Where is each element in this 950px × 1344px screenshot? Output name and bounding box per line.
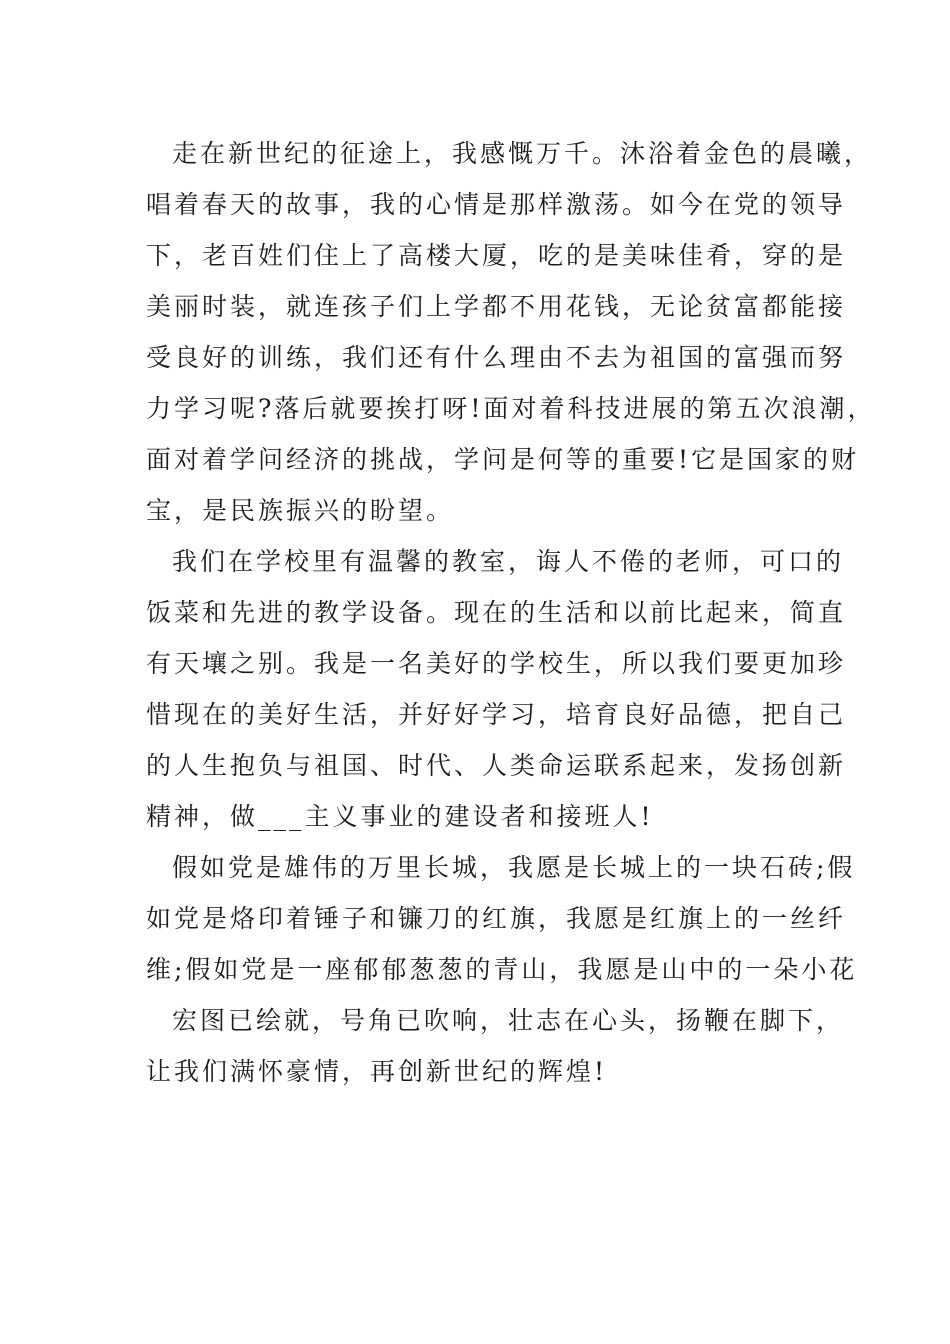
text-line: 精神，做___主义事业的建设者和接班人! [146,802,654,831]
text-line: 饭菜和先进的教学设备。现在的生活和以前比起来，简直 [146,598,847,627]
paragraph-1 [146,128,876,536]
paragraph-4 [146,995,845,1097]
text-line: 惜现在的美好生活，并好好学习，培育良好品德，把自己 [146,700,847,729]
text-line: 的人生抱负与祖国、时代、人类命运联系起来，发扬创新 [146,751,847,780]
document-body [146,128,876,1097]
text-line: 我们在学校里有温馨的教室，诲人不倦的老师，可口的 [172,547,845,576]
text-line: 让我们满怀豪情，再创新世纪的辉煌! [146,1057,608,1086]
text-line: 走在新世纪的征途上，我感慨万千。沐浴着金色的晨曦， [172,139,873,168]
paragraph-2 [146,536,847,842]
paragraph-3 [146,842,858,995]
text-line: 下，老百姓们住上了高楼大厦，吃的是美味佳肴，穿的是 [146,241,847,270]
text-line: 美丽时装，就连孩子们上学都不用花钱，无论贫富都能接 [146,292,847,321]
text-line: 维;假如党是一座郁郁葱葱的青山，我愿是山中的一朵小花 [146,955,858,984]
text-line: 宏图已绘就，号角已吹响，壮志在心头，扬鞭在脚下， [172,1006,845,1035]
text-line: 受良好的训练，我们还有什么理由不去为祖国的富强而努 [146,343,847,372]
text-line: 唱着春天的故事，我的心情是那样激荡。如今在党的领导 [146,190,847,219]
text-line: 面对着学问经济的挑战，学问是何等的重要!它是国家的财 [146,445,860,474]
text-line: 力学习呢?落后就要挨打呀!面对着科技进展的第五次浪潮， [146,394,876,423]
text-line: 如党是烙印着锤子和镰刀的红旗，我愿是红旗上的一丝纤 [146,904,847,933]
text-line: 假如党是雄伟的万里长城，我愿是长城上的一块石砖;假 [172,853,856,882]
text-line: 有天壤之别。我是一名美好的学校生，所以我们要更加珍 [146,649,847,678]
text-line: 宝，是民族振兴的盼望。 [146,496,455,525]
